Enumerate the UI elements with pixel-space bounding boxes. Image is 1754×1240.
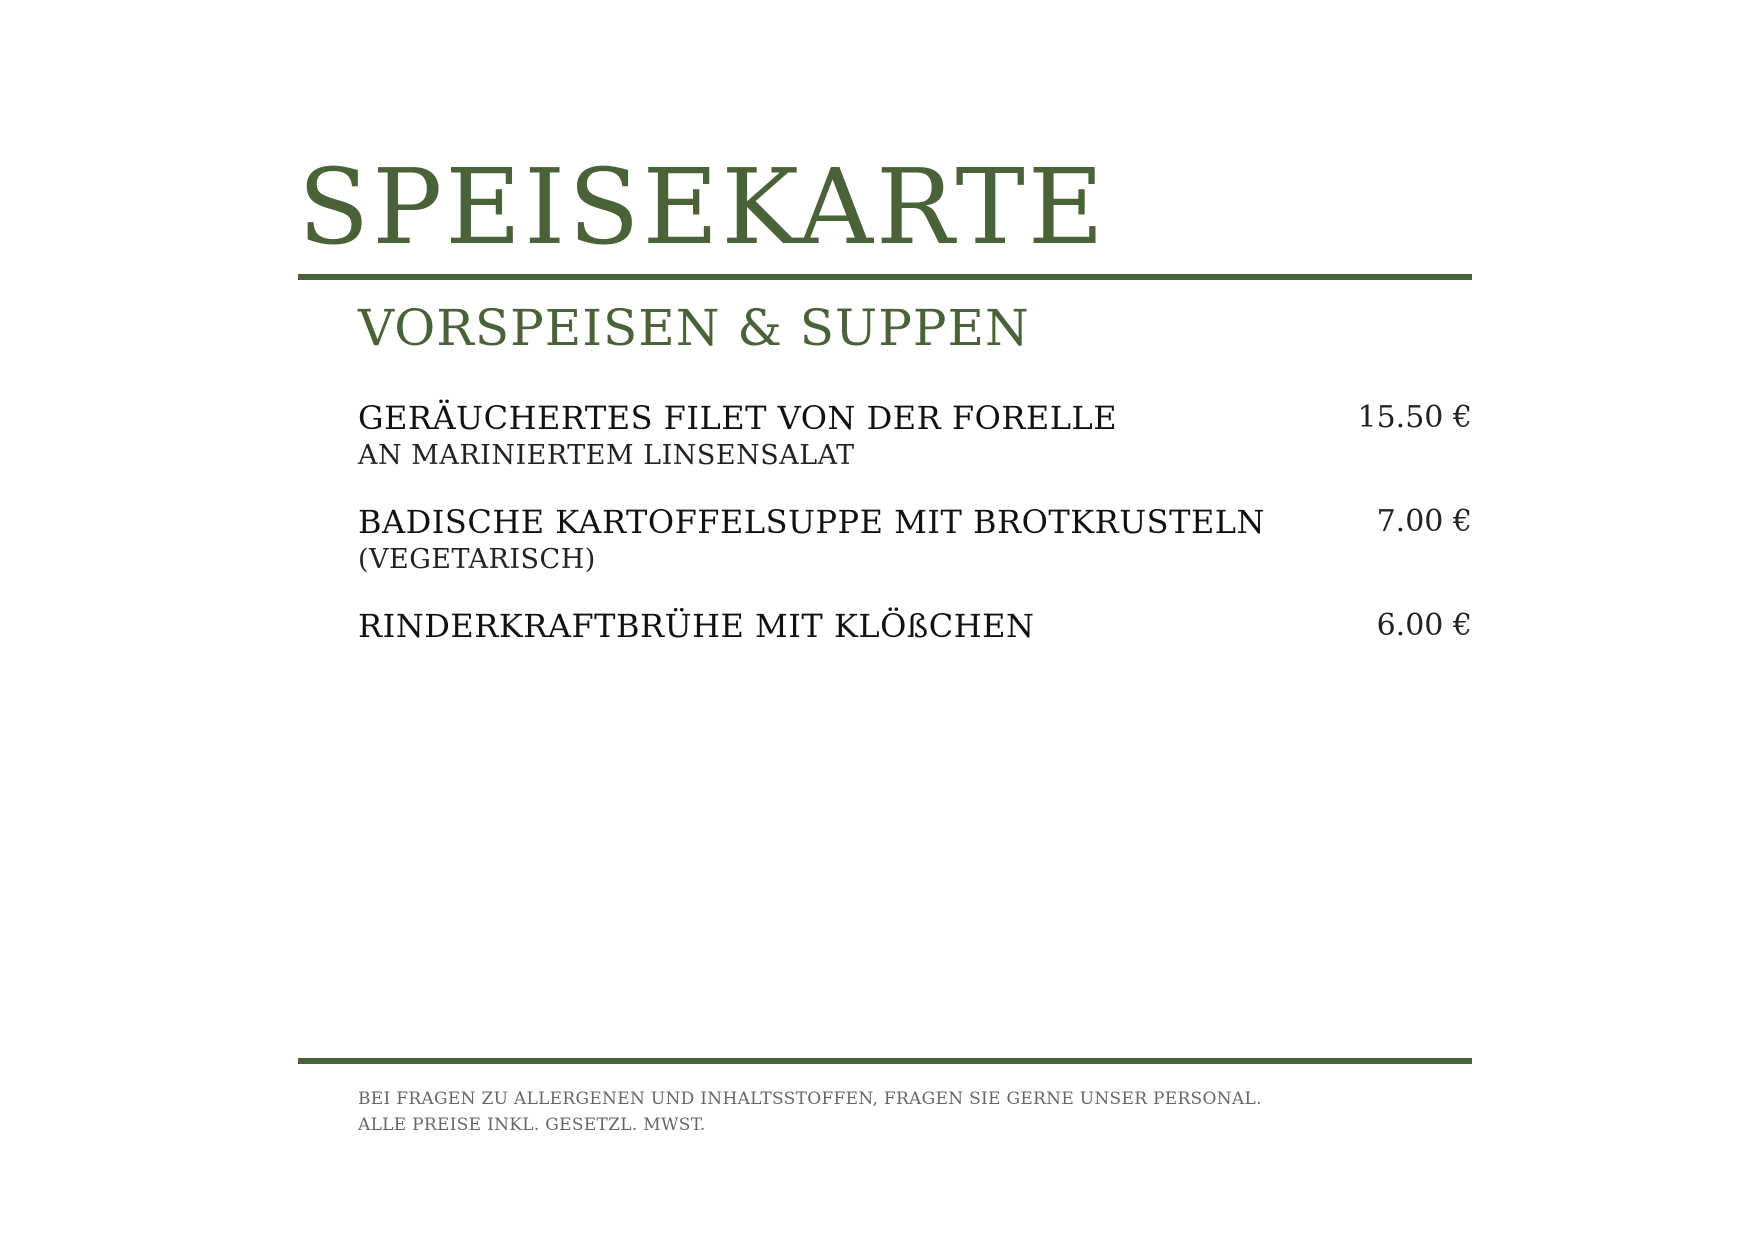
footer-notes bbox=[358, 1086, 1262, 1138]
menu-item bbox=[358, 500, 1472, 604]
menu-list bbox=[358, 396, 1472, 708]
item-name: BADISCHE KARTOFFELSUPPE MIT BROTKRUSTELN bbox=[358, 503, 1266, 541]
page-title: SPEISEKARTE bbox=[298, 146, 1107, 268]
tax-note: ALLE PREISE INKL. GESETZL. MWST. bbox=[358, 1115, 706, 1135]
item-name: GERÄUCHERTES FILET VON DER FORELLE bbox=[358, 399, 1118, 437]
top-divider bbox=[298, 274, 1472, 280]
bottom-divider bbox=[298, 1058, 1472, 1064]
item-description: AN MARINIERTEM LINSENSALAT bbox=[358, 440, 855, 471]
section-heading: VORSPEISEN & SUPPEN bbox=[358, 299, 1030, 357]
item-price: 7.00 € bbox=[1376, 504, 1472, 539]
menu-item bbox=[358, 396, 1472, 500]
item-price: 15.50 € bbox=[1357, 400, 1472, 435]
menu-item bbox=[358, 604, 1472, 708]
item-price: 6.00 € bbox=[1376, 608, 1472, 643]
allergen-note: BEI FRAGEN ZU ALLERGENEN UND INHALTSSTOFFEN, FRAGEN SIE GERNE UNSER PERSONAL. bbox=[358, 1089, 1262, 1109]
item-name: RINDERKRAFTBRÜHE MIT KLÖßCHEN bbox=[358, 607, 1035, 645]
item-description: (VEGETARISCH) bbox=[358, 544, 596, 575]
